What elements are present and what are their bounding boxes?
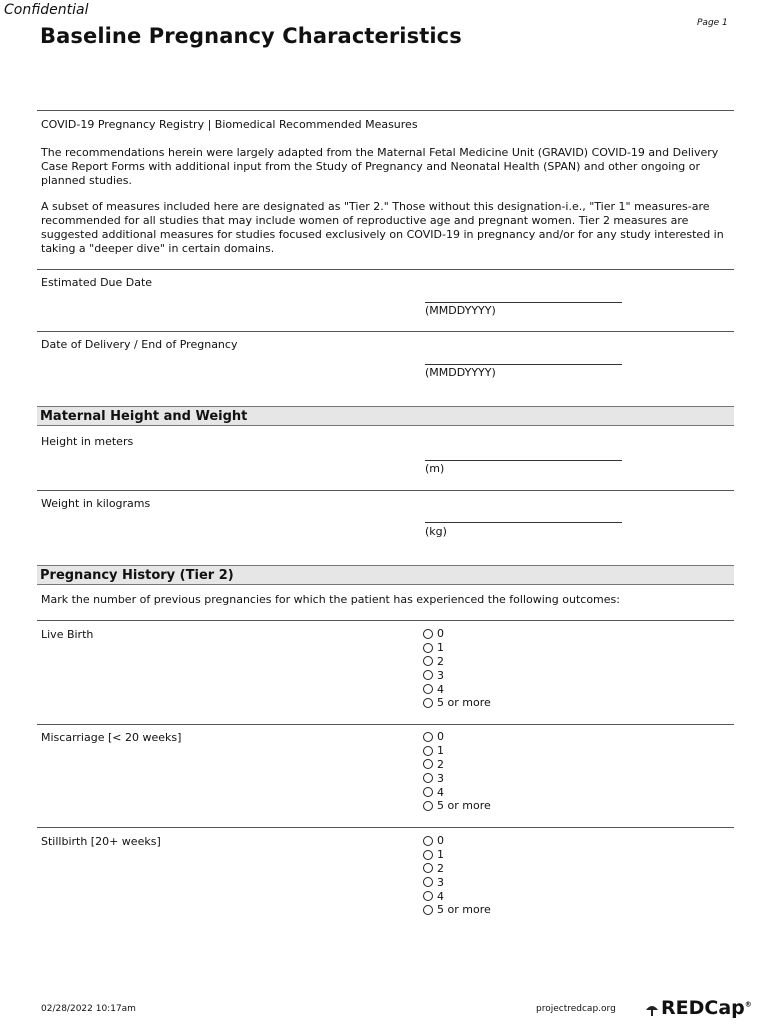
option-label: 1 xyxy=(437,744,444,758)
radio-option[interactable] xyxy=(423,771,491,785)
due-date-field[interactable] xyxy=(425,302,622,303)
option-label: 1 xyxy=(437,848,444,862)
option-label: 3 xyxy=(437,875,444,889)
section-header-pregnancy-history xyxy=(37,565,734,585)
radio-circle-icon[interactable] xyxy=(423,656,433,666)
delivery-date-field[interactable] xyxy=(425,364,622,365)
stillbirth-label: Stillbirth [20+ weeks] xyxy=(41,835,161,848)
radio-option[interactable] xyxy=(423,641,491,655)
footer-timestamp: 02/28/2022 10:17am xyxy=(41,1004,136,1014)
radio-option[interactable] xyxy=(423,785,491,799)
delivery-date-format: (MMDDYYYY) xyxy=(425,366,496,379)
radio-option[interactable] xyxy=(423,682,491,696)
radio-circle-icon[interactable] xyxy=(423,836,433,846)
logo-text: REDCap xyxy=(661,997,745,1019)
divider xyxy=(37,269,734,270)
section-header-height-weight xyxy=(37,406,734,426)
weight-label: Weight in kilograms xyxy=(41,497,151,510)
page-title: Baseline Pregnancy Characteristics xyxy=(40,24,462,48)
redcap-logo-icon xyxy=(644,1001,660,1017)
radio-circle-icon[interactable] xyxy=(423,629,433,639)
radio-circle-icon[interactable] xyxy=(423,850,433,860)
radio-circle-icon[interactable] xyxy=(423,759,433,769)
radio-circle-icon[interactable] xyxy=(423,670,433,680)
intro-paragraph-2: A subset of measures included here are designated as "Tier 2." Those without this designation-i.e., "Tier 1" measures-are recommended for all studies that may include women of reproductive age and pregnant women. Tier 2 measures are suggested additional measures for studies focused exclusively on COVID-19 in pregnancy and/or for any study interested in taking a "deeper dive" in certain domains. xyxy=(41,200,724,255)
radio-circle-icon[interactable] xyxy=(423,773,433,783)
radio-circle-icon[interactable] xyxy=(423,787,433,797)
section-title: Maternal Height and Weight xyxy=(40,409,248,424)
radio-option[interactable] xyxy=(423,834,491,848)
radio-circle-icon[interactable] xyxy=(423,643,433,653)
radio-option[interactable] xyxy=(423,903,491,917)
radio-option[interactable] xyxy=(423,758,491,772)
radio-circle-icon[interactable] xyxy=(423,877,433,887)
radio-circle-icon[interactable] xyxy=(423,905,433,915)
footer-url: projectredcap.org xyxy=(536,1004,616,1014)
radio-option[interactable] xyxy=(423,848,491,862)
divider xyxy=(37,490,734,491)
divider xyxy=(37,827,734,828)
option-label: 5 or more xyxy=(437,903,491,917)
radio-option[interactable] xyxy=(423,889,491,903)
option-label: 1 xyxy=(437,641,444,655)
option-label: 5 or more xyxy=(437,799,491,813)
radio-circle-icon[interactable] xyxy=(423,863,433,873)
radio-circle-icon[interactable] xyxy=(423,891,433,901)
radio-circle-icon[interactable] xyxy=(423,801,433,811)
option-label: 0 xyxy=(437,627,444,641)
height-unit: (m) xyxy=(425,462,445,475)
option-label: 3 xyxy=(437,668,444,682)
radio-option[interactable] xyxy=(423,862,491,876)
divider xyxy=(37,620,734,621)
option-label: 4 xyxy=(437,889,444,903)
divider xyxy=(37,110,734,111)
option-label: 5 or more xyxy=(437,696,491,710)
confidential-label: Confidential xyxy=(4,2,89,18)
miscarriage-options xyxy=(423,730,491,813)
radio-circle-icon[interactable] xyxy=(423,698,433,708)
weight-unit: (kg) xyxy=(425,525,447,538)
weight-field[interactable] xyxy=(425,522,622,523)
radio-circle-icon[interactable] xyxy=(423,746,433,756)
height-field[interactable] xyxy=(425,460,622,461)
option-label: 4 xyxy=(437,682,444,696)
delivery-date-label: Date of Delivery / End of Pregnancy xyxy=(41,338,238,351)
radio-circle-icon[interactable] xyxy=(423,732,433,742)
option-label: 2 xyxy=(437,757,444,771)
radio-option[interactable] xyxy=(423,744,491,758)
option-label: 2 xyxy=(437,654,444,668)
radio-option[interactable] xyxy=(423,627,491,641)
radio-option[interactable] xyxy=(423,668,491,682)
height-label: Height in meters xyxy=(41,435,134,448)
option-label: 3 xyxy=(437,771,444,785)
redcap-logo: REDCap® xyxy=(644,997,752,1019)
intro-paragraph-1: The recommendations herein were largely adapted from the Maternal Fetal Medicine Unit (GRAVID) COVID-19 and Delivery Case Report Forms with additional input from the Study of Pregnancy and Neonatal Health (SPAN) and other ongoing or planned studies. xyxy=(41,146,719,187)
live-birth-label: Live Birth xyxy=(41,628,94,641)
radio-circle-icon[interactable] xyxy=(423,684,433,694)
divider xyxy=(37,331,734,332)
due-date-format: (MMDDYYYY) xyxy=(425,304,496,317)
section-title: Pregnancy History (Tier 2) xyxy=(40,568,234,583)
history-instructions: Mark the number of previous pregnancies for which the patient has experienced the following outcomes: xyxy=(41,593,620,606)
radio-option[interactable] xyxy=(423,730,491,744)
radio-option[interactable] xyxy=(423,655,491,669)
page-number: Page 1 xyxy=(697,18,728,28)
option-label: 2 xyxy=(437,861,444,875)
divider xyxy=(37,724,734,725)
option-label: 4 xyxy=(437,785,444,799)
radio-option[interactable] xyxy=(423,696,491,710)
live-birth-options xyxy=(423,627,491,710)
due-date-label: Estimated Due Date xyxy=(41,276,153,289)
option-label: 0 xyxy=(437,730,444,744)
stillbirth-options xyxy=(423,834,491,917)
radio-option[interactable] xyxy=(423,799,491,813)
radio-option[interactable] xyxy=(423,875,491,889)
miscarriage-label: Miscarriage [< 20 weeks] xyxy=(41,731,182,744)
option-label: 0 xyxy=(437,834,444,848)
intro-heading: COVID-19 Pregnancy Registry | Biomedical Recommended Measures xyxy=(41,118,418,131)
